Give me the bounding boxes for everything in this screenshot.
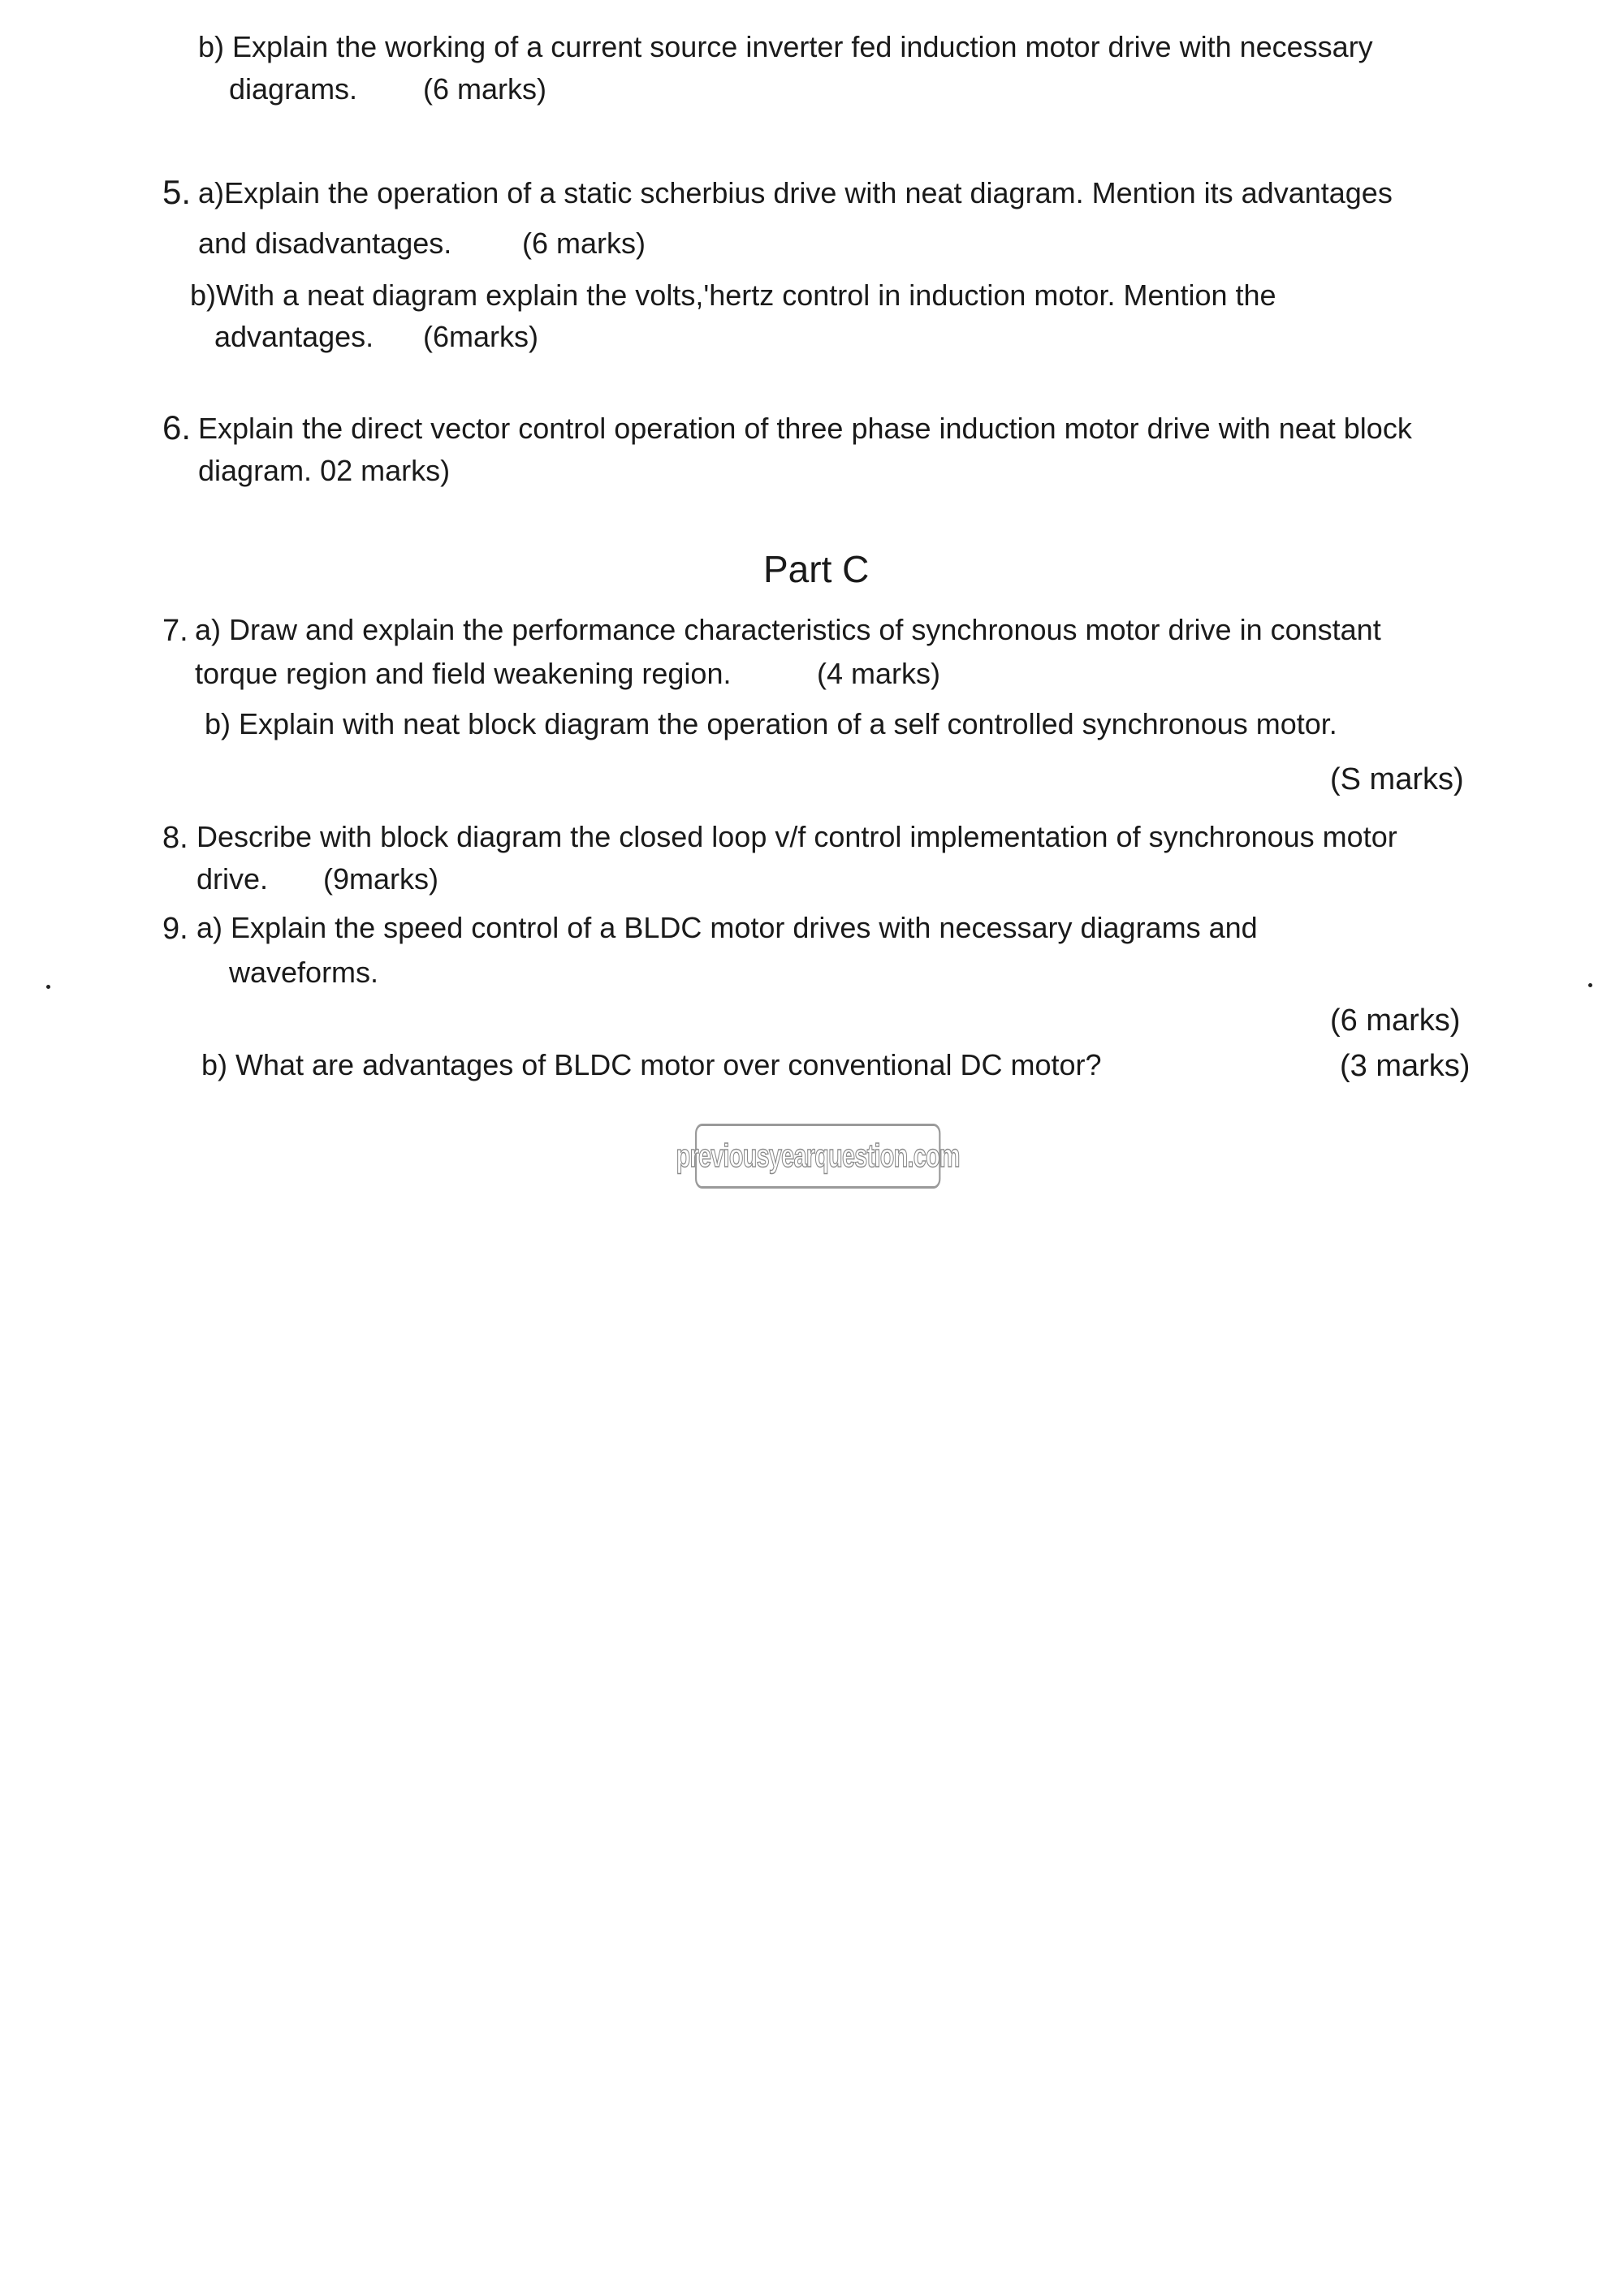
q6-line1: Explain the direct vector control operation of three phase induction motor drive with neat block bbox=[198, 412, 1412, 445]
q4b-line2: diagrams. bbox=[229, 72, 358, 106]
q4b-marks: (6 marks) bbox=[423, 72, 546, 106]
q7b-line1: b) Explain with neat block diagram the operation of a self controlled synchronous motor. bbox=[205, 707, 1337, 740]
q9a-line1: a) Explain the speed control of a BLDC motor drives with necessary diagrams and bbox=[197, 911, 1258, 944]
q7a-line1: a) Draw and explain the performance characteristics of synchronous motor drive in constant bbox=[195, 613, 1381, 646]
q8-marks: (9marks) bbox=[323, 862, 438, 896]
q9b-marks: (3 marks) bbox=[1340, 1049, 1471, 1083]
watermark-logo: previousyearquestion.com bbox=[695, 1124, 940, 1189]
section-heading-part-c: Part C bbox=[763, 548, 870, 590]
q9-number: 9. bbox=[162, 912, 188, 946]
scan-dot-right bbox=[1588, 983, 1592, 987]
q5a-marks: (6 marks) bbox=[522, 227, 646, 260]
q7b-marks: (S marks) bbox=[1330, 762, 1464, 796]
q9b-line1: b) What are advantages of BLDC motor over conventional DC motor? bbox=[201, 1048, 1102, 1081]
q5a-line2: and disadvantages. bbox=[198, 227, 452, 260]
q7a-marks: (4 marks) bbox=[817, 657, 940, 690]
q6-number: 6. bbox=[162, 408, 192, 447]
q8-number: 8. bbox=[162, 821, 188, 855]
q5a-line1: a)Explain the operation of a static scherbius drive with neat diagram. Mention its advantages bbox=[198, 176, 1393, 209]
q5b-line1: b)With a neat diagram explain the volts,'hertz control in induction motor. Mention the bbox=[190, 278, 1276, 312]
q9a-line2: waveforms. bbox=[229, 956, 379, 989]
q6-line2: diagram. 02 marks) bbox=[198, 454, 451, 487]
q8-line2: drive. bbox=[197, 862, 269, 896]
q5-number: 5. bbox=[162, 173, 192, 211]
q7-number: 7. bbox=[162, 614, 188, 648]
q8-line1: Describe with block diagram the closed loop v/f control implementation of synchronous motor bbox=[197, 820, 1397, 853]
q5b-marks: (6marks) bbox=[423, 320, 538, 353]
q5b-line2: advantages. bbox=[214, 320, 374, 353]
q4b-line1: b) Explain the working of a current source inverter fed induction motor drive with necessary bbox=[198, 30, 1373, 63]
q7a-line2: torque region and field weakening region. bbox=[195, 657, 732, 690]
scan-dot-left bbox=[46, 985, 50, 989]
q9a-marks: (6 marks) bbox=[1330, 1003, 1461, 1038]
